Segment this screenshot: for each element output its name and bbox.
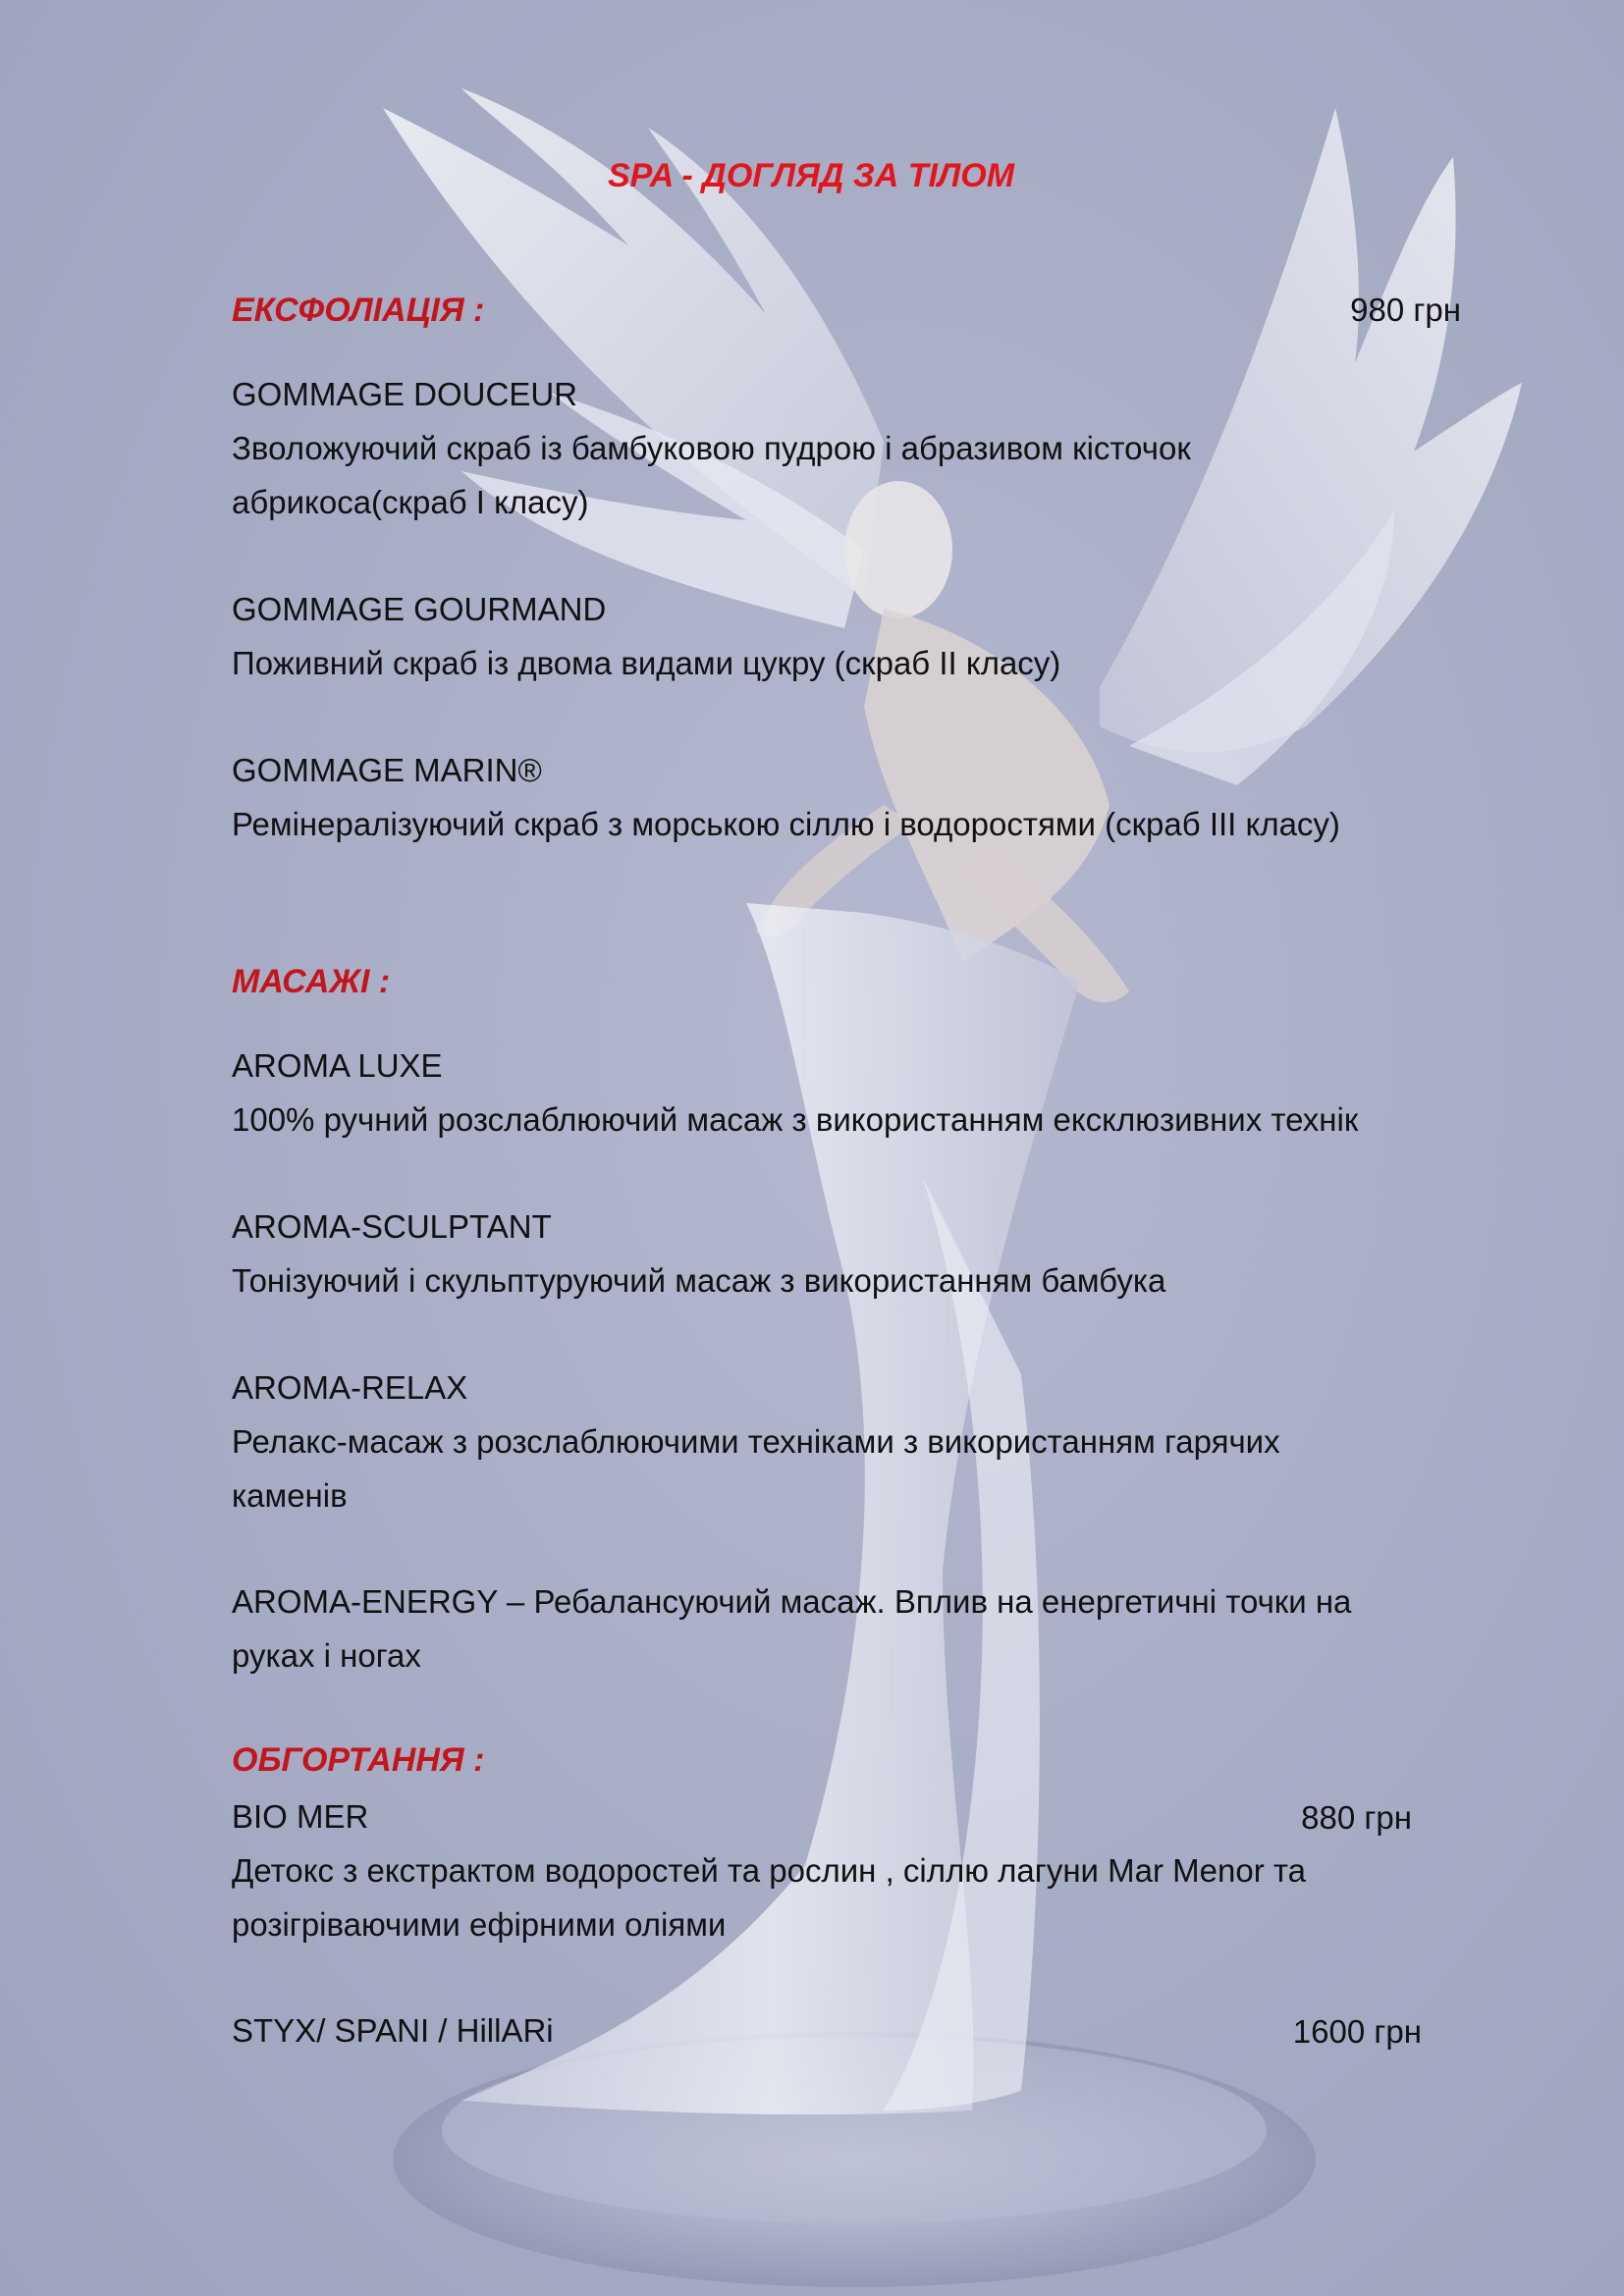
exfoliation-price: 980 грн bbox=[1350, 292, 1461, 328]
service-description: Поживний скраб із двома видами цукру (скраб ІІ класу) bbox=[232, 645, 1061, 681]
section-heading-exfoliation: ЕКСФОЛІАЦІЯ : bbox=[232, 292, 485, 329]
service-name: AROMA-SCULPTANT bbox=[232, 1208, 552, 1245]
service-price: 1600 грн bbox=[1292, 2013, 1422, 2050]
service-name: GOMMAGE DOUCEUR bbox=[232, 376, 578, 412]
page-title: SPA - ДОГЛЯД ЗА ТІЛОМ bbox=[607, 157, 1015, 194]
service-description: Ремінералізуючий скраб з морською сіллю і водоростями (скраб ІІІ класу) bbox=[232, 806, 1340, 842]
section-heading-wraps: ОБГОРТАННЯ : bbox=[232, 1741, 485, 1779]
service-description: 100% ручний розслаблюючий масаж з використанням ексклюзивних технік bbox=[232, 1101, 1359, 1138]
service-description: Детокс з екстрактом водоростей та рослин , сіллю лагуни Mar Menor та bbox=[232, 1852, 1306, 1889]
service-description: розігріваючими ефірними оліями bbox=[232, 1906, 727, 1943]
service-name: BIO MER bbox=[232, 1798, 369, 1835]
service-description: Релакс-масаж з розслаблюючими техніками з використанням гарячих bbox=[232, 1423, 1280, 1460]
service-name: AROMA LUXE bbox=[232, 1047, 443, 1084]
service-name: GOMMAGE MARIN® bbox=[232, 752, 542, 788]
service-name: AROMA-RELAX bbox=[232, 1369, 468, 1406]
service-name-description: AROMA-ENERGY – Ребалансуючий масаж. Вплив на енергетичні точки на bbox=[232, 1583, 1352, 1620]
service-description: каменів bbox=[232, 1477, 348, 1514]
service-description: Тонізуючий і скульптуруючий масаж з використанням бамбука bbox=[232, 1262, 1166, 1299]
section-heading-massages: МАСАЖІ : bbox=[232, 963, 391, 1000]
service-description: Зволожуючий скраб із бамбуковою пудрою і абразивом кісточок bbox=[232, 430, 1191, 466]
service-description: абрикоса(скраб І класу) bbox=[232, 484, 589, 520]
service-name: GOMMAGE GOURMAND bbox=[232, 591, 607, 627]
service-description: руках і ногах bbox=[232, 1637, 421, 1674]
service-name: STYX/ SPANI / HillARi bbox=[232, 2012, 554, 2049]
service-price: 880 грн bbox=[1301, 1799, 1412, 1836]
